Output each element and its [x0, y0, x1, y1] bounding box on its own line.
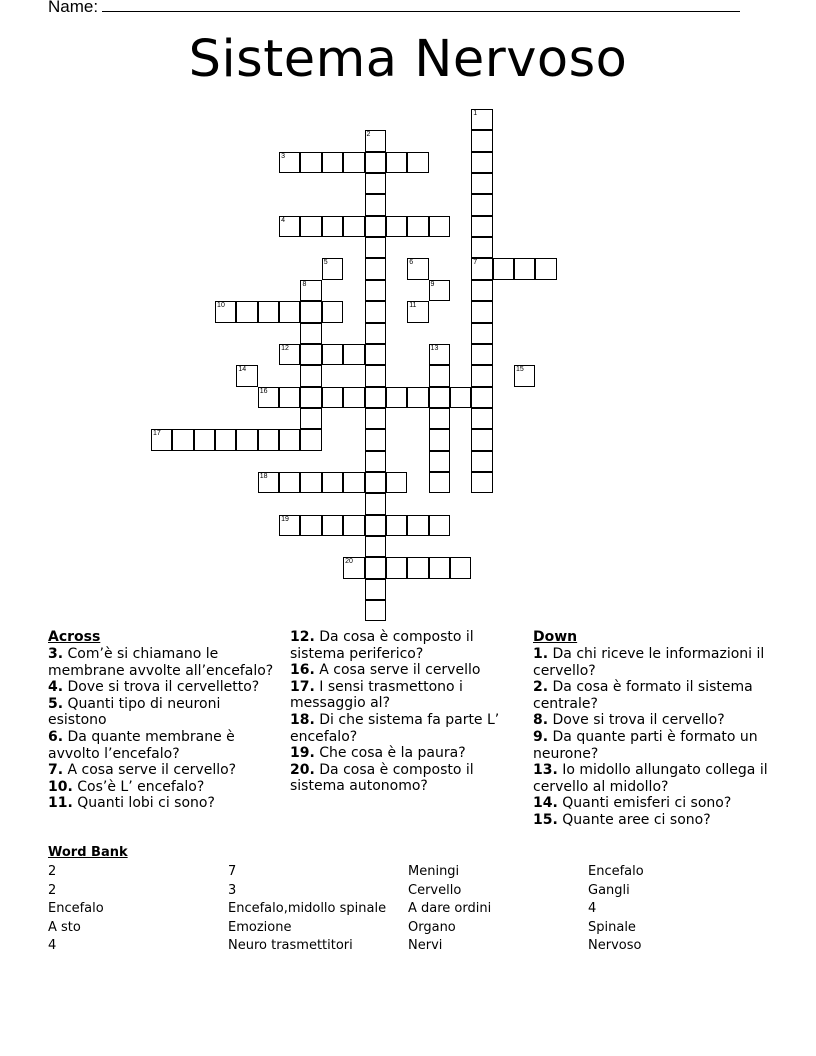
crossword-cell[interactable] — [300, 365, 321, 386]
crossword-cell[interactable] — [365, 600, 386, 621]
crossword-cell[interactable] — [300, 301, 321, 322]
crossword-cell[interactable] — [429, 515, 450, 536]
clue — [533, 679, 768, 712]
clue-number: 17. — [290, 678, 315, 695]
crossword-cell[interactable] — [300, 387, 321, 408]
word-bank-column-4 — [588, 863, 644, 956]
crossword-cell[interactable] — [300, 216, 321, 237]
word-bank-column-3 — [408, 863, 491, 956]
crossword-cell[interactable] — [343, 216, 364, 237]
word-bank-heading: Word Bank — [48, 845, 128, 860]
clue-text: Che cosa è la paura? — [314, 745, 466, 762]
crossword-cell[interactable] — [322, 258, 343, 279]
crossword-cell[interactable] — [279, 301, 300, 322]
crossword-cell[interactable] — [343, 557, 364, 578]
clue-text: Quanti lobi ci sono? — [72, 795, 215, 812]
crossword-cell[interactable] — [279, 515, 300, 536]
crossword-cell[interactable] — [471, 344, 492, 365]
crossword-cell[interactable] — [386, 152, 407, 173]
crossword-cell[interactable] — [429, 280, 450, 301]
crossword-cell[interactable] — [429, 408, 450, 429]
word-bank-item: A dare ordini — [408, 901, 492, 916]
crossword-cell[interactable] — [343, 472, 364, 493]
clue-number: 14. — [533, 795, 558, 812]
clue-number: 6 — [409, 259, 414, 267]
word-bank-item: Spinale — [588, 919, 636, 935]
crossword-cell[interactable] — [258, 429, 279, 450]
crossword-cell[interactable] — [215, 429, 236, 450]
crossword-cell[interactable] — [407, 258, 428, 279]
clue-number: 10 — [217, 302, 225, 310]
crossword-cell[interactable] — [407, 152, 428, 173]
word-bank-column-2 — [228, 863, 386, 956]
crossword-cell[interactable] — [365, 365, 386, 386]
clue-number: 7. — [48, 762, 64, 779]
clue-number: 4 — [281, 216, 285, 224]
crossword-cell[interactable] — [365, 344, 386, 365]
clue — [290, 745, 520, 762]
clue — [48, 729, 283, 762]
crossword-cell[interactable] — [300, 152, 321, 173]
crossword-cell[interactable] — [365, 387, 386, 408]
crossword-cell[interactable] — [429, 387, 450, 408]
crossword-cell[interactable] — [322, 301, 343, 322]
clue — [290, 679, 520, 712]
crossword-cell[interactable] — [258, 301, 279, 322]
crossword-cell[interactable] — [365, 130, 386, 151]
clue-number: 13. — [533, 762, 558, 779]
crossword-cell[interactable] — [429, 451, 450, 472]
crossword-cell[interactable] — [514, 258, 535, 279]
crossword-cell[interactable] — [471, 130, 492, 151]
down-heading: Down — [533, 629, 578, 645]
name-label: Name: — [48, 0, 99, 16]
word-bank-item: Neuro trasmettitori — [228, 938, 353, 953]
crossword-cell[interactable] — [471, 451, 492, 472]
clue — [533, 729, 768, 762]
clue-text: Da quante membrane è avvolto l’encefalo? — [48, 728, 235, 762]
clue-number: 9 — [430, 280, 435, 288]
crossword-cell[interactable] — [471, 216, 492, 237]
clue-number: 13 — [430, 344, 439, 352]
word-bank-item: Emozione — [228, 919, 292, 935]
clue-text: Io midollo allungato collega il cervello al midollo? — [533, 762, 768, 795]
crossword-cell[interactable] — [365, 258, 386, 279]
crossword-cell[interactable] — [151, 429, 172, 450]
crossword-cell[interactable] — [236, 429, 257, 450]
clue — [48, 646, 283, 679]
clue-text: Da chi riceve le informazioni il cervello? — [533, 646, 765, 679]
crossword-cell[interactable] — [300, 323, 321, 344]
crossword-cell[interactable] — [429, 365, 450, 386]
crossword-cell[interactable] — [258, 472, 279, 493]
clue-number: 15. — [533, 811, 558, 828]
crossword-cell[interactable] — [535, 258, 556, 279]
clue-number: 12 — [281, 344, 289, 352]
crossword-cell[interactable] — [386, 472, 407, 493]
crossword-cell[interactable] — [407, 301, 428, 322]
crossword-cell[interactable] — [365, 280, 386, 301]
clue-number: 17 — [153, 430, 161, 438]
crossword-cell[interactable] — [471, 237, 492, 258]
clue-number: 1 — [473, 110, 478, 117]
clue-text: Di che sistema fa parte L’ encefalo? — [290, 711, 500, 745]
crossword-cell[interactable] — [343, 344, 364, 365]
clue-number: 5 — [323, 259, 328, 267]
clue — [533, 712, 768, 729]
clue-number: 19. — [290, 745, 315, 762]
crossword-cell[interactable] — [258, 387, 279, 408]
crossword-cell[interactable] — [365, 451, 386, 472]
crossword-cell[interactable] — [493, 258, 514, 279]
crossword-cell[interactable] — [407, 387, 428, 408]
crossword-cell[interactable] — [279, 429, 300, 450]
crossword-cell[interactable] — [471, 280, 492, 301]
crossword-cell[interactable] — [300, 472, 321, 493]
clue-text: A cosa serve il cervello — [314, 662, 481, 679]
crossword-cell[interactable] — [471, 323, 492, 344]
clue-text: Dove si trova il cervello? — [548, 712, 725, 729]
clue-number: 11. — [48, 795, 73, 812]
crossword-cell[interactable] — [322, 344, 343, 365]
clue-text: I sensi trasmettono i messaggio al? — [290, 678, 463, 712]
clue — [533, 795, 768, 812]
crossword-cell[interactable] — [365, 323, 386, 344]
word-bank-item: 7 — [228, 864, 237, 879]
crossword-cell[interactable] — [365, 515, 386, 536]
clue-number: 18. — [290, 711, 315, 728]
crossword-cell[interactable] — [471, 472, 492, 493]
crossword-cell[interactable] — [343, 152, 364, 173]
crossword-cell[interactable] — [450, 557, 471, 578]
across-clues-col2 — [290, 629, 520, 795]
crossword-cell[interactable] — [279, 387, 300, 408]
clue-number: 7 — [473, 259, 478, 267]
crossword-cell[interactable] — [279, 152, 300, 173]
crossword-cell[interactable] — [365, 557, 386, 578]
crossword-cell[interactable] — [407, 515, 428, 536]
word-bank-item: Gangli — [588, 882, 630, 898]
word-bank-item: 2 — [48, 882, 57, 898]
crossword-cell[interactable] — [322, 216, 343, 237]
crossword-cell[interactable] — [322, 152, 343, 173]
crossword-cell[interactable] — [365, 472, 386, 493]
word-bank-item: 4 — [48, 938, 57, 953]
clue — [533, 762, 768, 795]
word-bank-item: Organo — [408, 919, 456, 935]
crossword-cell[interactable] — [215, 301, 236, 322]
word-bank-item: 4 — [588, 901, 597, 916]
crossword-cell[interactable] — [365, 216, 386, 237]
clue — [533, 646, 768, 679]
crossword-cell[interactable] — [172, 429, 193, 450]
crossword-cell[interactable] — [365, 173, 386, 194]
clue-text: Da cosa è composto il sistema periferico? — [290, 629, 474, 662]
crossword-cell[interactable] — [450, 387, 471, 408]
clue — [48, 779, 283, 796]
clue-number: 6. — [48, 728, 64, 745]
word-bank-item: Encefalo,midollo spinale — [228, 901, 387, 916]
word-bank-item: Meningi — [408, 864, 460, 879]
crossword-cell[interactable] — [322, 472, 343, 493]
crossword-cell[interactable] — [471, 194, 492, 215]
crossword-cell[interactable] — [429, 557, 450, 578]
crossword-cell[interactable] — [407, 557, 428, 578]
crossword-cell[interactable] — [365, 152, 386, 173]
crossword-cell[interactable] — [407, 216, 428, 237]
crossword-cell[interactable] — [365, 194, 386, 215]
clue-number: 20. — [290, 761, 315, 778]
crossword-cell[interactable] — [429, 429, 450, 450]
word-bank-item: Cervello — [408, 882, 462, 898]
clue-text: Quante aree ci sono? — [557, 811, 711, 828]
clue-text: Dove si trova il cervelletto? — [63, 679, 260, 696]
clue — [533, 812, 768, 829]
crossword-cell[interactable] — [300, 429, 321, 450]
crossword-cell[interactable] — [365, 493, 386, 514]
clue — [290, 662, 520, 679]
clue-text: Da cosa è composto il sistema autonomo? — [290, 761, 474, 795]
crossword-cell[interactable] — [514, 365, 535, 386]
clue-number: 8. — [533, 712, 549, 729]
clue-text: Quanti emisferi ci sono? — [557, 795, 732, 812]
clue-text: Com’è si chiamano le membrane avvolte all’encefalo? — [48, 646, 274, 679]
clue — [290, 712, 520, 745]
clue-number: 3. — [48, 646, 64, 662]
crossword-cell[interactable] — [300, 515, 321, 536]
crossword-cell[interactable] — [471, 173, 492, 194]
crossword-cell[interactable] — [471, 258, 492, 279]
crossword-cell[interactable] — [471, 408, 492, 429]
clue-number: 16 — [259, 387, 268, 395]
word-bank-item: Nervoso — [588, 938, 642, 953]
crossword-cell[interactable] — [365, 429, 386, 450]
clue-text: A cosa serve il cervello? — [63, 762, 237, 779]
crossword-cell[interactable] — [343, 515, 364, 536]
crossword-cell[interactable] — [386, 387, 407, 408]
crossword-cell[interactable] — [279, 344, 300, 365]
crossword-cell[interactable] — [300, 408, 321, 429]
clue-number: 2 — [366, 131, 371, 139]
clue-text: Da quante parti è formato un neurone? — [533, 728, 758, 762]
word-bank-column-1 — [48, 863, 104, 956]
across-heading: Across — [48, 629, 101, 645]
crossword-cell[interactable] — [343, 387, 364, 408]
crossword-cell[interactable] — [429, 344, 450, 365]
crossword-cell[interactable] — [236, 365, 257, 386]
crossword-cell[interactable] — [279, 216, 300, 237]
crossword-cell[interactable] — [365, 536, 386, 557]
crossword-cell[interactable] — [471, 365, 492, 386]
word-bank-item: Nervi — [408, 938, 443, 953]
word-bank-item: Encefalo — [48, 901, 104, 916]
clue-number: 2. — [533, 679, 549, 696]
crossword-cell[interactable] — [365, 408, 386, 429]
clue-number: 10. — [48, 778, 73, 795]
crossword-cell[interactable] — [279, 472, 300, 493]
crossword-cell[interactable] — [386, 557, 407, 578]
clue — [48, 696, 283, 729]
clue-text: Quanti tipo di neuroni esistono — [48, 695, 221, 729]
clue-number: 3 — [281, 152, 285, 160]
crossword-cell[interactable] — [365, 579, 386, 600]
clue — [290, 629, 520, 662]
crossword-cell[interactable] — [300, 344, 321, 365]
clue-number: 9. — [533, 728, 549, 745]
clue — [48, 762, 283, 779]
clue-number: 15 — [515, 366, 524, 374]
crossword-cell[interactable] — [194, 429, 215, 450]
clue-number: 20 — [345, 558, 353, 566]
clue-text: Cos’è L’ encefalo? — [72, 778, 205, 795]
crossword-cell[interactable] — [386, 216, 407, 237]
crossword-cell[interactable] — [471, 109, 492, 130]
crossword-cell[interactable] — [471, 429, 492, 450]
clue-number: 4. — [48, 679, 64, 696]
clue-text: Da cosa è formato il sistema centrale? — [533, 679, 753, 712]
crossword-cell[interactable] — [365, 301, 386, 322]
crossword-cell[interactable] — [429, 216, 450, 237]
clue — [290, 762, 520, 795]
clue-number: 18 — [259, 472, 268, 480]
crossword-cell[interactable] — [365, 237, 386, 258]
clue — [48, 679, 283, 696]
clue-number: 16. — [290, 662, 315, 679]
crossword-cell[interactable] — [386, 515, 407, 536]
clue — [48, 795, 283, 812]
word-bank-item: Encefalo — [588, 864, 644, 879]
word-bank-item: 3 — [228, 882, 237, 898]
crossword-cell[interactable] — [471, 152, 492, 173]
crossword-cell[interactable] — [322, 387, 343, 408]
crossword-cell[interactable] — [429, 472, 450, 493]
clue-number: 5. — [48, 695, 64, 712]
crossword-cell[interactable] — [236, 301, 257, 322]
clue-number: 11 — [409, 302, 417, 310]
clue-number: 8 — [302, 280, 307, 288]
word-bank-item: A sto — [48, 919, 81, 935]
crossword-cell[interactable] — [471, 301, 492, 322]
clue-number: 1. — [533, 646, 549, 662]
crossword-cell[interactable] — [300, 280, 321, 301]
clue-number: 14 — [238, 366, 247, 374]
crossword-cell[interactable] — [322, 515, 343, 536]
word-bank-item: 2 — [48, 864, 57, 879]
across-clues-col1 — [48, 629, 283, 812]
page-title: Sistema Nervoso — [188, 30, 628, 89]
down-clues — [533, 629, 768, 829]
clue-number: 12. — [290, 629, 315, 645]
crossword-cell[interactable] — [471, 387, 492, 408]
clue-number: 19 — [281, 515, 289, 523]
